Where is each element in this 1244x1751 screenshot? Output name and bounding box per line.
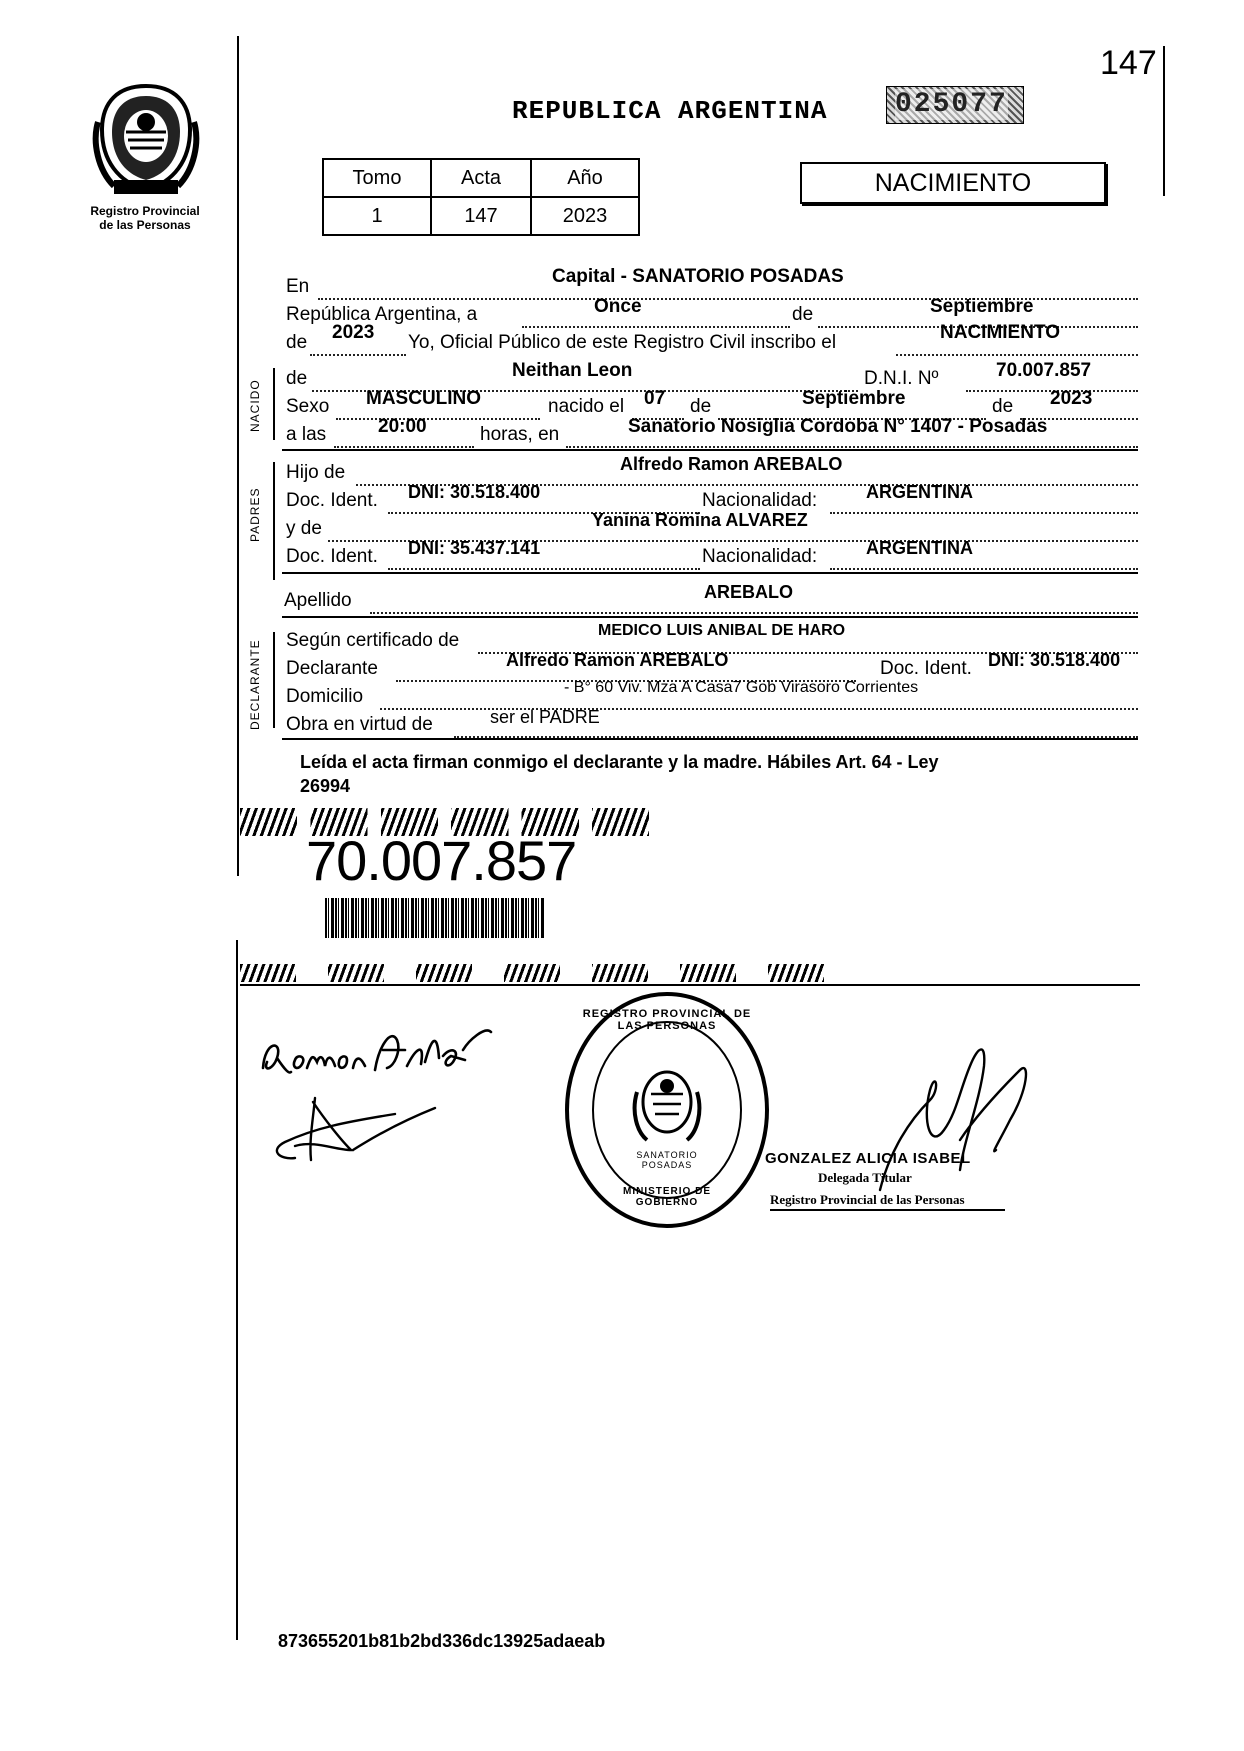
mother-nat-label: Nacionalidad:: [702, 546, 818, 567]
horas-label: horas, en: [480, 424, 560, 445]
mother-doc-label: Doc. Ident.: [286, 546, 378, 567]
domicilio-label: Domicilio: [286, 686, 364, 707]
padres-side-label: PADRES: [248, 487, 262, 542]
declarante-side-label: DECLARANTE: [248, 639, 262, 730]
seal-inner-text: SANATORIO POSADAS: [636, 1150, 698, 1170]
ref-value-acta: 147: [431, 197, 531, 235]
day-value: Once: [594, 296, 642, 317]
left-margin-line-lower: [236, 940, 238, 1640]
y-de-label: y de: [286, 518, 322, 539]
child-dni: 70.007.857: [996, 360, 1092, 381]
birth-year: 2023: [1050, 388, 1093, 409]
father-nat-label: Nacionalidad:: [702, 490, 818, 511]
year-value: 2023: [332, 322, 375, 343]
apellido-value: AREBALO: [704, 582, 793, 602]
logo-caption: [70, 204, 220, 232]
month-value: Septiembre: [930, 296, 1034, 317]
nacido-bracket: [273, 368, 275, 440]
section-divider: [282, 572, 1138, 574]
sexo-label: Sexo: [286, 396, 330, 417]
father-doc: DNI: 30.518.400: [408, 482, 541, 502]
barcode: [325, 898, 545, 938]
nacido-de-label3: de: [992, 396, 1014, 417]
birth-day: 07: [644, 388, 666, 409]
province-logo: [88, 82, 204, 200]
dots: [522, 304, 790, 328]
declarante-value: Alfredo Ramon AREBALO: [506, 650, 729, 670]
section-divider: [282, 616, 1138, 618]
document-hash: 873655201b81b2bd336dc13925adaeab: [278, 1631, 606, 1651]
section-divider: [282, 449, 1138, 451]
ref-value-tomo: 1: [323, 197, 431, 235]
official-office: Registro Provincial de las Personas: [770, 1192, 1005, 1211]
a-las-label: a las: [286, 424, 327, 445]
seal-bottom-text: MINISTERIO DE GOBIERNO: [622, 1186, 711, 1208]
father-name: Alfredo Ramon AREBALO: [620, 454, 843, 474]
security-strip-bottom: [240, 964, 1040, 982]
left-margin-line: [237, 36, 239, 876]
birth-month: Septiembre: [802, 388, 906, 409]
obra-value: ser el PADRE: [490, 707, 600, 727]
father-doc-label: Doc. Ident.: [286, 490, 378, 511]
ref-header-ano: Año: [531, 159, 639, 197]
sexo-value: MASCULINO: [366, 388, 482, 409]
right-margin-line: [1163, 46, 1165, 196]
inscribo-label: Yo, Oficial Público de este Registro Civil inscribo el: [408, 332, 837, 353]
nacido-el-label: nacido el: [548, 396, 625, 417]
header-stamp: [886, 86, 1024, 124]
closing-line-2: 26994: [300, 776, 351, 796]
declarant-signature: [255, 1010, 555, 1170]
header-stamp-text: 025077: [895, 89, 1008, 120]
padres-bracket: [273, 462, 275, 580]
father-nationality: ARGENTINA: [866, 482, 973, 502]
act-type-box: NACIMIENTO: [800, 162, 1106, 204]
declarante-bracket: [273, 632, 275, 728]
hijo-label: Hijo de: [286, 462, 346, 483]
declarante-label: Declarante: [286, 658, 378, 679]
closing-line-1: Leída el acta firman conmigo el declarante y la madre. Hábiles Art. 64 - Ley: [300, 752, 939, 772]
big-id-number: 70.007.857: [306, 829, 577, 892]
dni-label: D.N.I. Nº: [864, 368, 939, 389]
declarante-doc: DNI: 30.518.400: [988, 650, 1121, 670]
en-label: En: [286, 276, 310, 297]
inscribo-value: NACIMIENTO: [940, 322, 1060, 343]
obra-label: Obra en virtud de: [286, 714, 433, 735]
declarante-doc-label: Doc. Ident.: [880, 658, 972, 679]
official-name: GONZALEZ ALICIA ISABEL: [765, 1150, 971, 1167]
logo-caption-line1: Registro Provincial: [90, 204, 200, 218]
domicilio-value: - B° 60 Viv. Mza A Casa7 Gob Virasoro Corrientes: [564, 679, 919, 696]
de-label: de: [792, 304, 814, 325]
child-name: Neithan Leon: [512, 360, 633, 381]
birth-hour: 20:00: [378, 416, 427, 437]
header-title: REPUBLICA ARGENTINA: [512, 96, 828, 126]
cert-label: Según certificado de: [286, 630, 460, 651]
official-seal: [563, 990, 771, 1230]
ref-header-tomo: Tomo: [323, 159, 431, 197]
mother-doc: DNI: 35.437.141: [408, 538, 541, 558]
logo-caption-line2: de las Personas: [99, 218, 191, 232]
nacido-side-label: NACIDO: [248, 379, 262, 432]
official-role: Delegada Titular: [818, 1170, 912, 1185]
nacido-de-label2: de: [690, 396, 712, 417]
ref-header-acta: Acta: [431, 159, 531, 197]
signature-area-divider: [240, 984, 1140, 986]
apellido-label: Apellido: [284, 590, 352, 611]
nacido-de-label: de: [286, 368, 308, 389]
en-value: Capital - SANATORIO POSADAS: [552, 266, 844, 287]
cert-value: MEDICO LUIS ANIBAL DE HARO: [598, 622, 846, 639]
mother-nationality: ARGENTINA: [866, 538, 973, 558]
year-prefix: de: [286, 332, 308, 353]
birth-place: Sanatorio Nosiglia Cordoba N° 1407 - Posadas: [628, 416, 1048, 437]
ref-value-ano: 2023: [531, 197, 639, 235]
seal-outer-text: REGISTRO PROVINCIAL DE LAS PERSONAS: [582, 1008, 752, 1032]
page-number: 147: [1100, 44, 1157, 82]
rep-label: República Argentina, a: [286, 304, 478, 325]
reference-table: [322, 158, 640, 236]
section-divider: [282, 738, 1138, 740]
mother-name: Yanina Romina ALVAREZ: [592, 510, 808, 530]
